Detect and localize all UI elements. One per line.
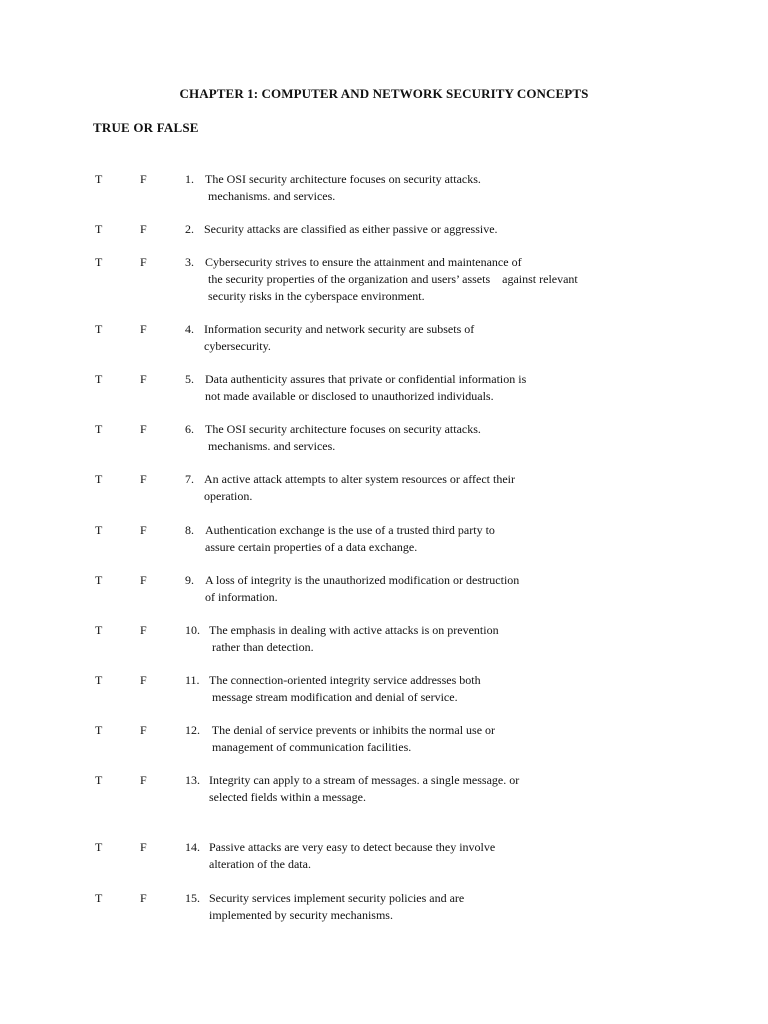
question-text-line: the security properties of the organization and users’ assets against relevant — [205, 272, 578, 286]
true-option[interactable]: T — [95, 322, 103, 336]
question-number: 8. — [185, 523, 194, 537]
question-number: 7. — [185, 472, 194, 486]
question-text-line: mechanisms. and services. — [205, 189, 336, 203]
false-option[interactable]: F — [140, 222, 147, 236]
question-text — [205, 254, 578, 305]
section-heading: TRUE OR FALSE — [93, 120, 199, 135]
question-number: 6. — [185, 422, 194, 436]
question-text-line: assure certain properties of a data exchange. — [205, 540, 418, 554]
question-text — [209, 890, 464, 924]
question-text-line: The OSI security architecture focuses on security attacks. — [205, 422, 481, 436]
question-number: 12. — [185, 723, 200, 737]
question-number: 9. — [185, 573, 194, 587]
question-text-line: The denial of service prevents or inhibits the normal use or — [209, 723, 496, 737]
true-option[interactable]: T — [95, 222, 103, 236]
false-option[interactable]: F — [140, 773, 147, 787]
true-option[interactable]: T — [95, 673, 103, 687]
true-option[interactable]: T — [95, 172, 103, 186]
true-option[interactable]: T — [95, 623, 103, 637]
false-option[interactable]: F — [140, 723, 147, 737]
question-text — [209, 772, 519, 806]
question-text — [209, 722, 495, 756]
false-option[interactable]: F — [140, 840, 147, 854]
false-option[interactable]: F — [140, 673, 147, 687]
false-option[interactable]: F — [140, 322, 147, 336]
true-option[interactable]: T — [95, 472, 103, 486]
question-text-line: An active attack attempts to alter system resources or affect their — [204, 472, 515, 486]
false-option[interactable]: F — [140, 372, 147, 386]
question-number: 4. — [185, 322, 194, 336]
question-text — [204, 221, 498, 238]
question-text-line: security risks in the cyberspace environment. — [205, 289, 425, 303]
false-option[interactable]: F — [140, 891, 147, 905]
chapter-title: CHAPTER 1: COMPUTER AND NETWORK SECURITY CONCEPTS — [179, 86, 589, 101]
question-number: 3. — [185, 255, 194, 269]
question-text-line: Data authenticity assures that private or confidential information is — [205, 372, 527, 386]
question-number: 14. — [185, 840, 200, 854]
question-text-line: The OSI security architecture focuses on security attacks. — [205, 172, 481, 186]
question-number: 10. — [185, 623, 200, 637]
question-number: 11. — [185, 673, 200, 687]
question-number: 13. — [185, 773, 200, 787]
question-text-line: The emphasis in dealing with active attacks is on prevention — [209, 623, 499, 637]
question-text-line: alteration of the data. — [209, 857, 311, 871]
question-text-line: The connection-oriented integrity service addresses both — [209, 673, 481, 687]
false-option[interactable]: F — [140, 573, 147, 587]
true-option[interactable]: T — [95, 840, 103, 854]
true-option[interactable]: T — [95, 255, 103, 269]
question-text — [209, 622, 499, 656]
true-option[interactable]: T — [95, 773, 103, 787]
question-text-line: Integrity can apply to a stream of messages. a single message. or — [209, 773, 520, 787]
question-text-line: rather than detection. — [209, 640, 314, 654]
question-text-line: selected fields within a message. — [209, 790, 366, 804]
question-text — [205, 522, 495, 556]
question-text-line: management of communication facilities. — [209, 740, 412, 754]
true-option[interactable]: T — [95, 422, 103, 436]
question-text-line: Cybersecurity strives to ensure the attainment and maintenance of — [205, 255, 522, 269]
question-text — [205, 572, 519, 606]
false-option[interactable]: F — [140, 172, 147, 186]
question-number: 15. — [185, 891, 200, 905]
question-text — [204, 321, 474, 355]
question-text — [209, 839, 495, 873]
true-option[interactable]: T — [95, 573, 103, 587]
question-text-line: Security services implement security policies and are — [209, 891, 465, 905]
question-text-line: cybersecurity. — [204, 339, 271, 353]
question-text — [209, 672, 481, 706]
question-text-line: of information. — [205, 590, 278, 604]
question-text — [205, 421, 481, 455]
question-text-line: Information security and network security are subsets of — [204, 322, 475, 336]
question-text-line: message stream modification and denial of service. — [209, 690, 458, 704]
question-text-line: Security attacks are classified as either passive or aggressive. — [204, 222, 498, 236]
question-number: 5. — [185, 372, 194, 386]
question-text-line: mechanisms. and services. — [205, 439, 336, 453]
question-text-line: Authentication exchange is the use of a trusted third party to — [205, 523, 495, 537]
question-text — [205, 171, 481, 205]
true-option[interactable]: T — [95, 723, 103, 737]
question-number: 2. — [185, 222, 194, 236]
question-number: 1. — [185, 172, 194, 186]
true-option[interactable]: T — [95, 523, 103, 537]
false-option[interactable]: F — [140, 255, 147, 269]
question-text-line: not made available or disclosed to unauthorized individuals. — [205, 389, 494, 403]
question-text — [205, 371, 526, 405]
question-text — [204, 471, 515, 505]
true-option[interactable]: T — [95, 372, 103, 386]
true-option[interactable]: T — [95, 891, 103, 905]
question-text-line: Passive attacks are very easy to detect because they involve — [209, 840, 496, 854]
false-option[interactable]: F — [140, 623, 147, 637]
question-text-line: operation. — [204, 489, 253, 503]
question-text-line: A loss of integrity is the unauthorized modification or destruction — [205, 573, 520, 587]
false-option[interactable]: F — [140, 422, 147, 436]
false-option[interactable]: F — [140, 472, 147, 486]
question-text-line: implemented by security mechanisms. — [209, 908, 393, 922]
false-option[interactable]: F — [140, 523, 147, 537]
